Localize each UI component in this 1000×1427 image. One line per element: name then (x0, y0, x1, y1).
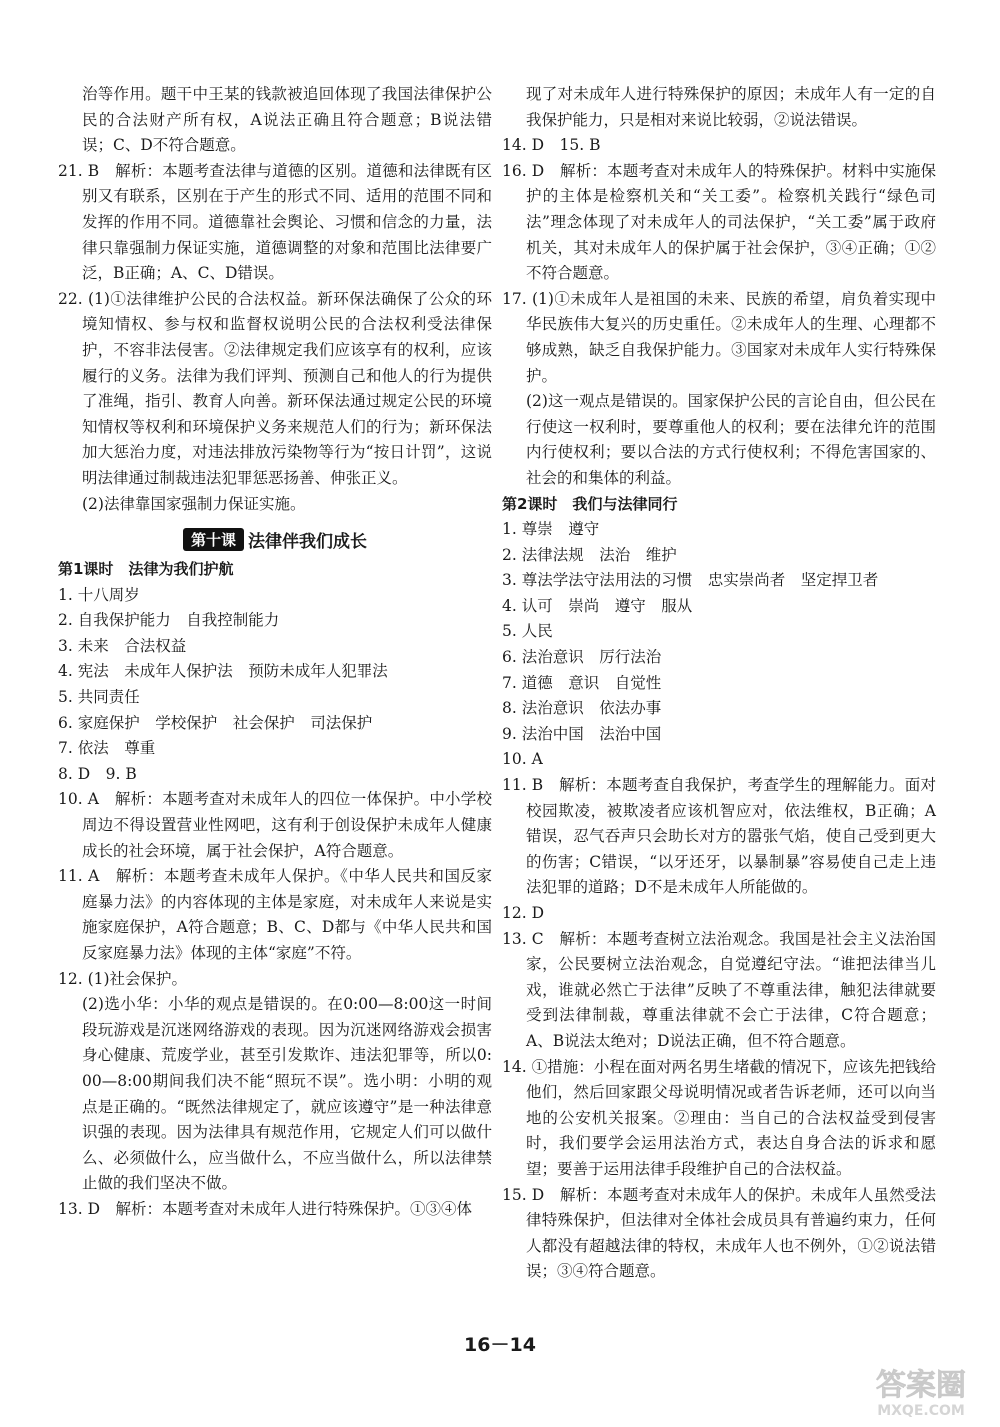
answer-paragraph: (2)法律靠国家强制力保证实施。 (82, 494, 306, 513)
answer-paragraph: 11. B 解析：本题考查自我保护，考查学生的理解能力。面对校园欺凌，被欺凌者应该机智应对，依法维权，B正确；A错误，忍气吞声只会助长对方的嚣张气焰，使自己受到更大的伤害；C错误，“以牙还牙，以暴制暴”容易使自己走上违法犯罪的道路；D不是未成年人所能做的。 (502, 776, 936, 897)
section-heading-2: 第2课时 我们与法律同行 (502, 494, 678, 513)
fill-in-item: 5. 共同责任 (58, 688, 140, 707)
fill-in-item: 4. 宪法 未成年人保护法 预防未成年人犯罪法 (58, 662, 388, 681)
fill-in-item: 8. D 9. B (58, 764, 137, 783)
fill-in-item: 3. 尊法学法守法用法的习惯 忠实崇尚者 坚定捍卫者 (502, 571, 879, 590)
fill-in-item: 6. 法治意识 厉行法治 (502, 648, 662, 667)
answer-paragraph: (2)选小华：小华的观点是错误的。在0:00—8:00这一时间段玩游戏是沉迷网络游戏的表现。因为沉迷网络游戏会损害身心健康、荒废学业，甚至引发欺诈、违法犯罪等，所以0:00—8:00期间我们决不能“照玩不误”。选小明：小明的观点是正确的。“既然法律规定了，就应该遵守”是一种法律意识强的表现。因为法律具有规范作用，它规定人们可以做什么、必须做什么，应当做什么，不应当做什么，所以法律禁止做的我们坚决不做。 (82, 995, 492, 1193)
page-number: 16－14 (464, 1334, 536, 1356)
fill-in-item: 7. 道德 意识 自觉性 (502, 673, 662, 692)
answer-paragraph: 11. A 解析：本题考查未成年人保护。《中华人民共和国反家庭暴力法》的内容体现的主体是家庭，对未成年人来说是实施家庭保护，A符合题意；B、C、D都与《中华人民共和国反家庭暴力法》体现的主体“家庭”不符。 (58, 867, 492, 962)
fill-in-item: 1. 尊崇 遵守 (502, 520, 600, 539)
fill-in-item: 6. 家庭保护 学校保护 社会保护 司法保护 (58, 713, 373, 732)
answer-paragraph: 现了对未成年人进行特殊保护的原因；未成年人有一定的自我保护能力，只是相对来说比较弱，②说法错误。 (526, 85, 936, 129)
fill-in-item: 9. 法治中国 法治中国 (502, 724, 662, 743)
answer-paragraph: 16. D 解析：本题考查对未成年人的特殊保护。材料中实施保护的主体是检察机关和“关工委”。检察机关践行“绿色司法”理念体现了对未成年人的司法保护，“关工委”属于政府机关，其对未成年人的保护属于社会保护，③④正确；①②不符合题意。 (502, 161, 936, 283)
lesson-badge: 第十课 (183, 528, 244, 551)
right-intro-paragraphs (502, 82, 936, 492)
answer-paragraph: 治等作用。题干中王某的钱款被追回体现了我国法律保护公民的合法财产所有权，A说法正确且符合题意；B说法错误；C、D不符合题意。 (82, 85, 492, 155)
fill-in-item: 1. 十八周岁 (58, 585, 140, 604)
fill-in-item: 3. 未来 合法权益 (58, 636, 187, 655)
answer-paragraph: 22. (1)①法律维护公民的合法权益。新环保法确保了公众的环境知情权、参与权和监督权说明公民的合法权利受法律保护，不容非法侵害。②法律规定我们应该享有的权利，应该履行的义务。法律为我们评判、预测自己和他人的行为提供了准绳，指引、教育人向善。新环保法通过规定公民的环境知情权等权利和环境保护义务来规范人们的行为；新环保法加大惩治力度，对违法排放污染物等行为“按日计罚”，这说明法律通过制裁违法犯罪惩恶扬善、伸张正义。 (58, 289, 492, 487)
left-intro-paragraphs (58, 82, 492, 517)
fill-in-item: 4. 认可 崇尚 遵守 服从 (502, 596, 693, 615)
answer-paragraph: 14. ①措施：小程在面对两名男生堵截的情况下，应该先把钱给他们，然后回家跟父母说明情况或者告诉老师，还可以向当地的公安机关报案。②理由：当自己的合法权益受到侵害时，我们要学会运用法治方式，表达自身合法的诉求和愿望；要善于运用法律手段维护自己的合法权益。 (502, 1057, 936, 1178)
svg-text:MXQE.COM: MXQE.COM (877, 1403, 965, 1419)
answer-paragraph: (2)这一观点是错误的。国家保护公民的言论自由，但公民在行使这一权利时，要尊重他人的权利；要在法律允许的范围内行使权利；要以合法的方式行使权利；不得危害国家的、社会的和集体的利益。 (526, 392, 936, 487)
fill-in-item: 5. 人民 (502, 622, 553, 641)
fill-in-item: 8. 法治意识 依法办事 (502, 699, 662, 718)
answer-paragraph: 21. B 解析：本题考查法律与道德的区别。道德和法律既有区别又有联系，区别在于产生的形式不同、适用的范围不同和发挥的作用不同。道德靠社会舆论、习惯和信念的力量，法律只靠强制力保证实施，道德调整的对象和范围比法律要广泛，B正确；A、C、D错误。 (58, 161, 492, 283)
watermark-logo (846, 1357, 996, 1421)
right-explained-answers (502, 773, 936, 1285)
fill-in-item: 2. 自我保护能力 自我控制能力 (58, 611, 280, 630)
right-fill-in-answers (502, 517, 936, 773)
answer-paragraph: 13. C 解析：本题考查树立法治观念。我国是社会主义法治国家，公民要树立法治观念，自觉遵纪守法。“谁把法律当儿戏，谁就必然亡于法律”反映了不尊重法律，触犯法律就要受到法律制裁，尊重法律就不会亡于法律，C符合题意；A、B说法太绝对；D说法正确，但不符合题意。 (502, 929, 936, 1050)
answer-paragraph: 17. (1)①未成年人是祖国的未来、民族的希望，肩负着实现中华民族伟大复兴的历史重任。②未成年人的生理、心理都不够成熟，缺乏自我保护能力。③国家对未成年人实行特殊保护。 (502, 289, 936, 385)
svg-text:答案圈: 答案圈 (876, 1368, 966, 1403)
lesson-name: 法律伴我们成长 (248, 531, 367, 552)
answer-paragraph: 13. D 解析：本题考查对未成年人进行特殊保护。①③④体 (58, 1199, 473, 1218)
fill-in-item: 2. 法律法规 法治 维护 (502, 545, 677, 564)
fill-in-item: 7. 依法 尊重 (58, 739, 156, 758)
answer-paragraph: 10. A 解析：本题考查对未成年人的四位一体保护。中小学校周边不得设置营业性网吧，这有利于创设保护未成年人健康成长的社会环境，属于社会保护，A符合题意。 (58, 790, 492, 860)
section-heading-1: 第1课时 法律为我们护航 (58, 560, 234, 579)
right-column (502, 82, 936, 1285)
fill-in-item: 10. A (502, 750, 543, 769)
left-column (58, 82, 492, 1223)
answer-paragraph: 15. D 解析：本题考查对未成年人的保护。未成年人虽然受法律特殊保护，但法律对全体社会成员具有普遍约束力，任何人都没有超越法律的特权，未成年人也不例外，①②说法错误；③④符合题意。 (502, 1185, 936, 1281)
left-explained-answers (58, 787, 492, 1222)
left-fill-in-answers (58, 583, 492, 788)
lesson-title (58, 523, 492, 555)
answer-paragraph: 12. (1)社会保护。 (58, 969, 188, 988)
answer-paragraph: 14. D 15. B (502, 136, 601, 155)
answer-paragraph: 12. D (502, 904, 545, 922)
